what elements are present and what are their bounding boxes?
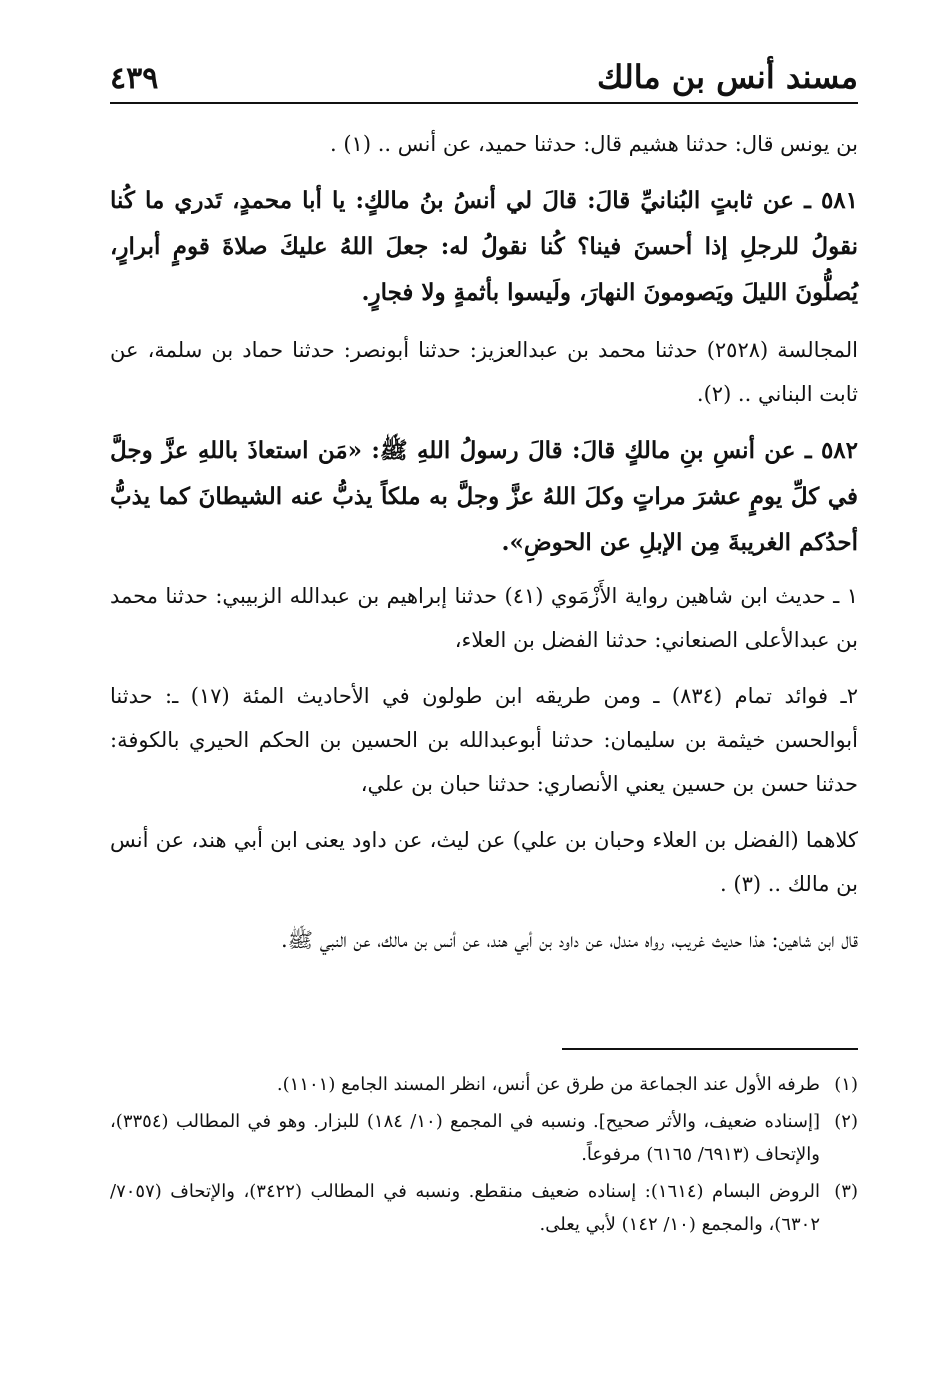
paragraph-hadith-582: ٥٨٢ ـ عن أنسِ بنِ مالكٍ قالَ: قالَ رسولُ اللهِ ﷺ: «مَن استعاذَ باللهِ عزَّ وجلَّ في كلِّ يومٍ عشرَ مراتٍ وكلَ اللهُ عزَّ وجلَّ به ملكاً يذبُّ عنه الشيطانَ كما يذبُّ أحدُكم الغريبةَ مِن الإبلِ عن الحوضِ». <box>110 437 858 556</box>
paragraph-hadith-581: ٥٨١ ـ عن ثابتٍ البُنانيِّ قالَ: قالَ لي أنسُ بنُ مالكٍ: يا أبا محمدٍ، تَدري ما كُنا نقولُ للرجلِ إذا أحسنَ فينا؟ كُنا نقولُ له: جعلَ اللهُ عليكَ صلاةَ قومٍ أبرارٍ، يُصلُّونَ الليلَ ويَصومونَ النهارَ، ولَيسوا بأثمةٍ ولا فجارٍ. <box>110 187 858 306</box>
main-text <box>110 122 858 970</box>
footnote-separator <box>562 1048 858 1050</box>
header-title: مسند أنس بن مالك <box>596 58 858 96</box>
footnote <box>110 1068 858 1101</box>
footnote-number: (٢) <box>834 1111 858 1132</box>
footnote-text: [إسناده ضعيف، والأثر صحيح]. ونسبه في المجمع (١٠/ ١٨٤) للبزار. وهو في المطالب (٣٣٥٤)، والإتحاف (٦٩١٣/ ٦١٦٥) مرفوعاً. <box>110 1111 820 1165</box>
footnote <box>110 1105 858 1171</box>
paragraph-narration: ٢ـ فوائد تمام (٨٣٤) ـ ومن طريقه ابن طولون في الأحاديث المئة (١٧) ـ: حدثنا أبوالحسن خيثمة بن سليمان: حدثنا أبوعبدالله بن الحسين بن الحكم الحيري بالكوفة: حدثنا حسن بن حسين يعني الأنصاري: حدثنا حبان بن علي، <box>110 684 858 796</box>
paragraph-narration: كلاهما (الفضل بن العلاء وحبان بن علي) عن ليث، عن داود يعنى ابن أبي هند، عن أنس بن مالك .. (٣) . <box>110 828 858 896</box>
footnote <box>110 1175 858 1241</box>
page-header <box>110 52 858 104</box>
footnote-text: الروض البسام (١٦١٤): إسناده ضعيف منقطع. ونسبه في المطالب (٣٤٢٢)، والإتحاف (٧٠٥٧/ ٦٣٠٢)، والمجمع (١٠/ ١٤٢) لأبي يعلى. <box>110 1181 820 1235</box>
footnote-number: (١) <box>834 1074 858 1095</box>
footnotes <box>110 1068 858 1245</box>
paragraph-narration: ١ ـ حديث ابن شاهين رواية الأَزْمَوي (٤١) حدثنا إبراهيم بن عبدالله الزبيبي: حدثنا محمد بن عبدالأعلى الصنعاني: حدثنا الفضل بن العلاء، <box>110 584 858 652</box>
paragraph-narration: بن يونس قال: حدثنا هشيم قال: حدثنا حميد، عن أنس .. (١) . <box>330 132 858 156</box>
footnote-number: (٣) <box>834 1181 858 1202</box>
footnote-text: طرفه الأول عند الجماعة من طرق عن أنس، انظر المسند الجامع (١١٠١). <box>276 1074 820 1095</box>
page-number: ٤٣٩ <box>110 61 159 96</box>
paragraph-narration: المجالسة (٢٥٢٨) حدثنا محمد بن عبدالعزيز: حدثنا أبونصر: حدثنا حماد بن سلمة، عن ثابت البناني .. (٢). <box>110 338 858 406</box>
paragraph-narration: قال ابن شاهين: هذا حديث غريب، رواه مندل، عن داود بن أبي هند، عن أنس بن مالك، عن النبي ﷺ. <box>280 928 858 952</box>
